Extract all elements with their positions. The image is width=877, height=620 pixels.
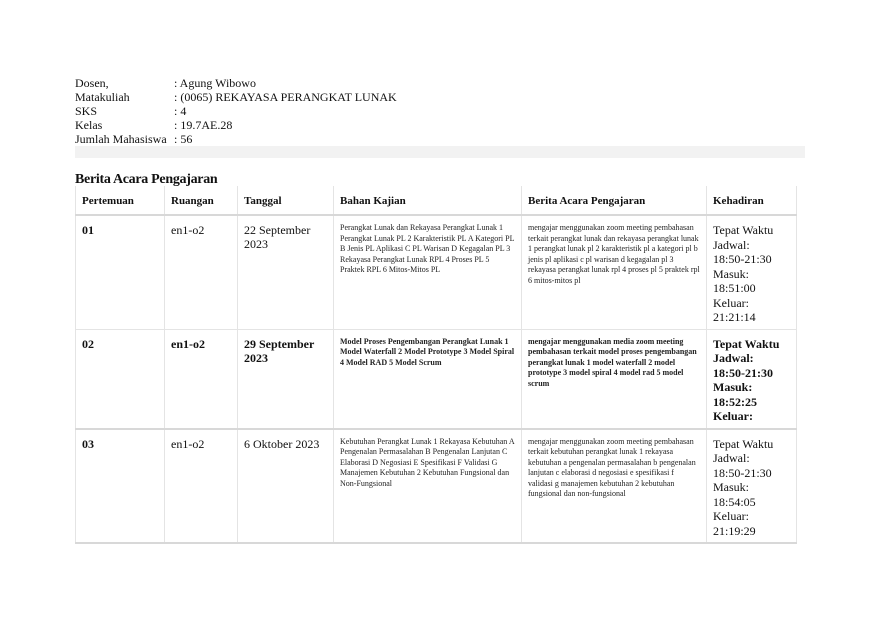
schedule-label: Jadwal: xyxy=(713,237,750,252)
col-header-kehadiran: Kehadiran xyxy=(707,186,797,215)
teaching-log-table xyxy=(75,186,797,544)
col-header-pertemuan: Pertemuan xyxy=(76,186,165,215)
attendance-status: Tepat Waktu xyxy=(713,223,774,237)
info-row-sks xyxy=(75,104,805,118)
cell-ruangan: en1-o2 xyxy=(165,215,238,329)
cell-berita-acara: mengajar menggunakan zoom meeting pembahasan terkait kebutuhan perangkat lunak 1 rekayasa kebutuhan a pengenalan permasalahan b pengenalan lanjutan c elaborasi d negosiasi e spesifikasi f validasi g manajemen kebutuhan 2 kebutuhan fungsional dan non-fungsional xyxy=(522,429,707,544)
cell-kehadiran xyxy=(707,215,797,329)
info-value: : 4 xyxy=(174,104,187,118)
schedule-time: 18:50-21:30 xyxy=(713,252,772,266)
attendance-status: Tepat Waktu xyxy=(713,336,780,351)
info-value: : 56 xyxy=(174,132,193,146)
cell-kehadiran xyxy=(707,329,797,429)
col-header-bahan-kajian: Bahan Kajian xyxy=(334,186,522,215)
cell-tanggal: 22 September 2023 xyxy=(238,215,334,329)
cell-berita-acara: mengajar menggunakan media zoom meeting pembahasan terkait model proses pengembangan perangkat lunak 1 model waterfall 2 model prototype 3 model spiral 4 model rad 5 model scrum xyxy=(522,329,707,429)
cell-bahan-kajian: Model Proses Pengembangan Perangkat Lunak 1 Model Waterfall 2 Model Prototype 3 Model Spiral 4 Model RAD 5 Model Scrum xyxy=(334,329,522,429)
info-row-matakuliah xyxy=(75,90,805,104)
cell-tanggal: 29 September 2023 xyxy=(238,329,334,429)
cell-berita-acara: mengajar menggunakan zoom meeting pembahasan terkait perangkat lunak dan rekayasa perangkat lunak 1 perangkat lunak pl 2 karakteristik pl a kategori pl b jenis pl aplikasi c pl warisan d kegagalan pl 3 rekayasa perangkat lunak rpl 4 proses pl 5 praktek rpl 6 mitos-mitos pl xyxy=(522,215,707,329)
col-header-berita-acara: Berita Acara Pengajaran xyxy=(522,186,707,215)
info-row-kelas xyxy=(75,118,805,132)
attendance-status: Tepat Waktu xyxy=(713,436,774,451)
info-label: SKS xyxy=(75,104,98,118)
table-row xyxy=(76,215,797,329)
check-in-label: Masuk: xyxy=(713,266,749,281)
cell-bahan-kajian: Kebutuhan Perangkat Lunak 1 Rekayasa Kebutuhan A Pengenalan Permasalahan B Pengenalan Lanjutan C Elaborasi D Negosiasi E Spesifikasi F Validasi G Manajemen Kebutuhan 2 Kebutuhan Fungsional dan Non-Fungsional xyxy=(334,429,522,544)
check-out-time: 21:19:29 xyxy=(713,523,756,538)
info-value: : 19.7AE.28 xyxy=(174,118,233,132)
check-in-label: Masuk: xyxy=(713,480,749,494)
cell-ruangan: en1-o2 xyxy=(165,329,238,429)
cell-kehadiran xyxy=(707,429,797,544)
check-in-time: 18:51:00 xyxy=(713,281,756,295)
table-row xyxy=(76,329,797,429)
check-in-time: 18:54:05 xyxy=(713,494,756,509)
cell-pertemuan: 02 xyxy=(76,329,165,429)
info-row-jumlah-mahasiswa xyxy=(75,132,805,146)
info-label: Matakuliah xyxy=(75,90,130,104)
info-value: : Agung Wibowo xyxy=(174,76,256,90)
cell-tanggal: 6 Oktober 2023 xyxy=(238,429,334,544)
schedule-time: 18:50-21:30 xyxy=(713,365,773,380)
info-value: : (0065) REKAYASA PERANGKAT LUNAK xyxy=(174,90,397,104)
schedule-label: Jadwal: xyxy=(713,351,754,365)
info-label: Kelas xyxy=(75,118,103,132)
table-header-row xyxy=(76,186,797,215)
check-out-time: 21:21:14 xyxy=(713,310,756,324)
check-out-label: Keluar: xyxy=(713,509,749,523)
cell-ruangan: en1-o2 xyxy=(165,429,238,544)
check-out-label: Keluar: xyxy=(713,409,753,423)
course-info xyxy=(75,76,805,146)
info-label: Jumlah Mahasiswa xyxy=(75,132,167,146)
cell-pertemuan: 01 xyxy=(76,215,165,329)
schedule-label: Jadwal: xyxy=(713,451,750,465)
table-row xyxy=(76,429,797,544)
check-out-label: Keluar: xyxy=(713,295,749,310)
info-label: Dosen, xyxy=(75,76,109,90)
info-row-dosen xyxy=(75,76,805,90)
cell-pertemuan: 03 xyxy=(76,429,165,544)
col-header-tanggal: Tanggal xyxy=(238,186,334,215)
check-in-label: Masuk: xyxy=(713,380,753,394)
cell-bahan-kajian: Perangkat Lunak dan Rekayasa Perangkat Lunak 1 Perangkat Lunak PL 2 Karakteristik PL A Kategori PL B Jenis PL Aplikasi C PL Warisan D Kegagalan PL 3 Rekayasa Perangkat Lunak RPL 4 Proses PL 5 Praktek RPL 6 Mitos-Mitos PL xyxy=(334,215,522,329)
schedule-time: 18:50-21:30 xyxy=(713,465,772,480)
info-divider-band xyxy=(75,146,805,158)
section-title: Berita Acara Pengajaran xyxy=(75,172,218,187)
check-in-time: 18:52:25 xyxy=(713,394,757,409)
col-header-ruangan: Ruangan xyxy=(165,186,238,215)
